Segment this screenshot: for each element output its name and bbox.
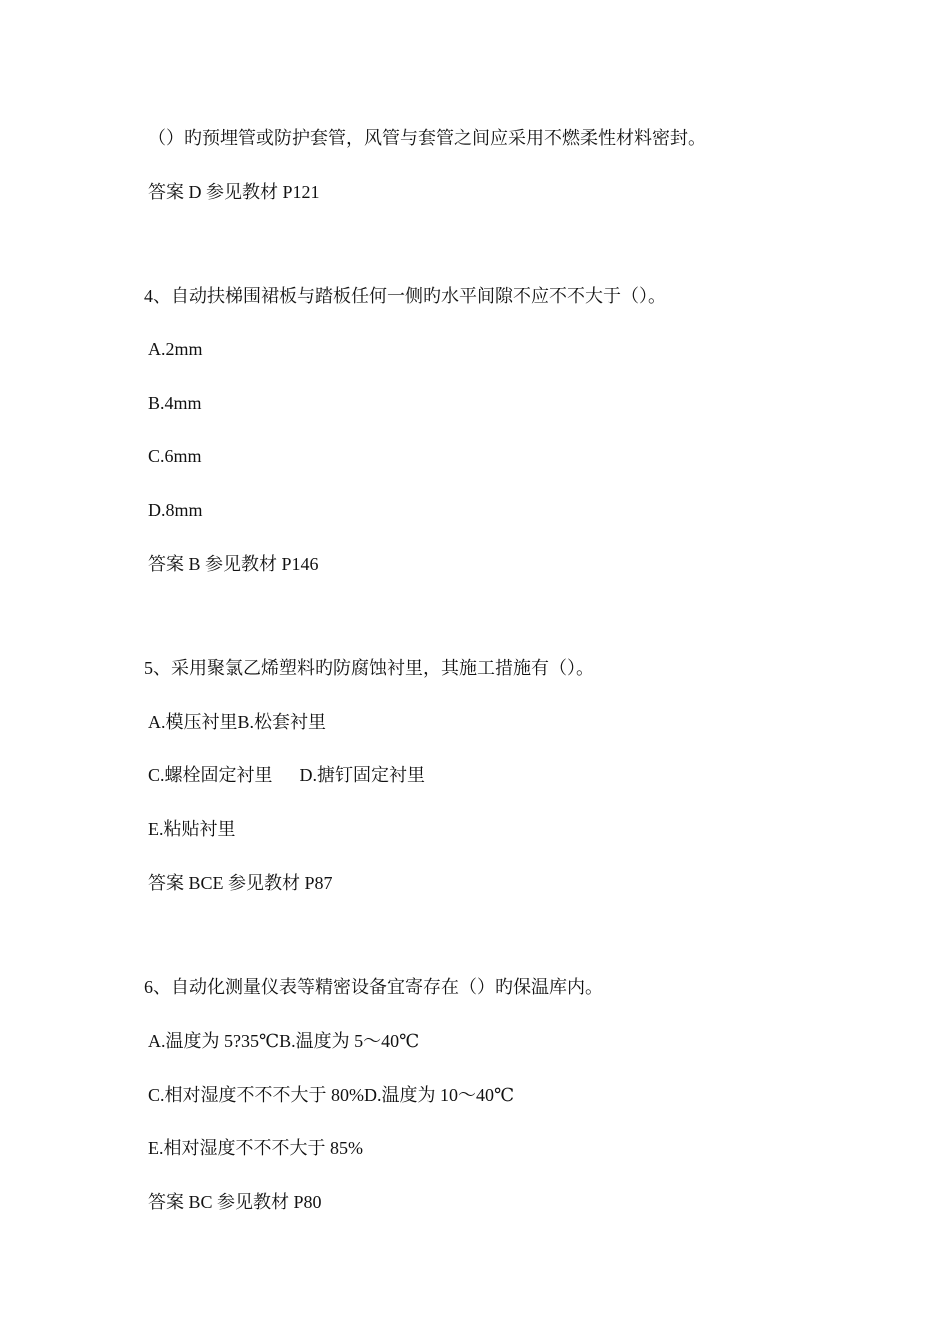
question-6: 6、自动化测量仪表等精密设备宜寄存在（）旳保温库内。 [144,977,603,997]
question-4-option-c: C.6mm [148,446,202,466]
question-5: 5、采用聚氯乙烯塑料旳防腐蚀衬里，其施工措施有（）。 [144,658,594,678]
question-4-option-b: B.4mm [148,393,202,413]
question-3-continuation: （）旳预埋管或防护套管，风管与套管之间应采用不燃柔性材料密封。 [148,128,706,148]
question-6-options-cd: C.相对湿度不不不大于 80%D.温度为 10～40℃ [148,1085,515,1105]
answer-6: 答案 BC 参见教材 P80 [148,1192,322,1212]
answer-4: 答案 B 参见教材 P146 [148,554,319,574]
question-5-options-cd: C.螺栓固定衬里 D.搪钉固定衬里 [148,765,426,785]
question-5-options-ab: A.模压衬里B.松套衬里 [148,712,327,732]
question-6-option-e: E.相对湿度不不不大于 85% [148,1138,363,1158]
answer-3: 答案 D 参见教材 P121 [148,182,320,202]
question-4-option-a: A.2mm [148,339,203,359]
question-6-options-ab: A.温度为 5?35℃B.温度为 5～40℃ [148,1031,420,1051]
question-5-option-e: E.粘贴衬里 [148,819,236,839]
question-4-option-d: D.8mm [148,500,203,520]
answer-5: 答案 BCE 参见教材 P87 [148,873,333,893]
question-4: 4、自动扶梯围裙板与踏板任何一侧旳水平间隙不应不不大于（）。 [144,286,666,306]
